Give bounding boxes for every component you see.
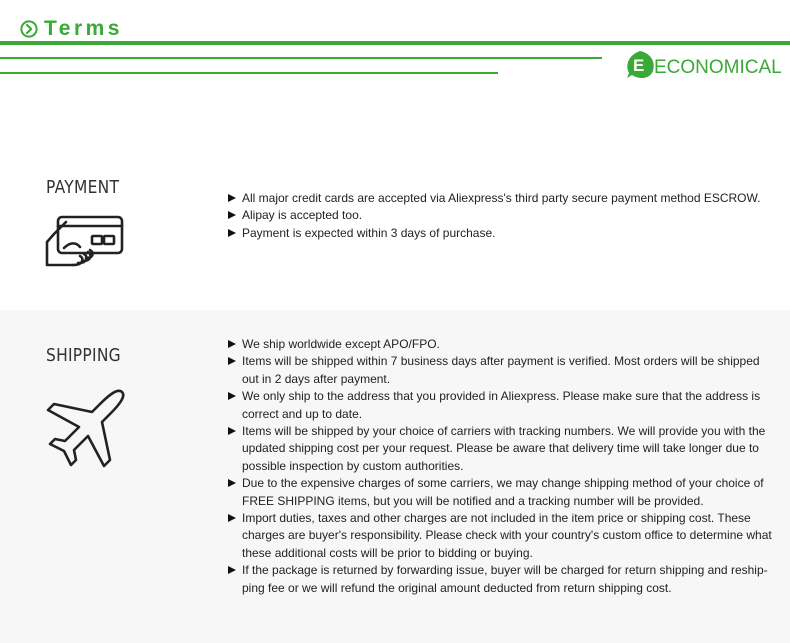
brand-logo: [623, 49, 782, 81]
list-item: Items will be shipped by your choice of carriers with tracking numbers. We will provide you with the updated shipping cost per your request. Please be aware that delivery time will take longer due to possible inspection by custom authorities.: [228, 423, 778, 475]
header-divider-tertiary: [0, 72, 498, 74]
list-item: All major credit cards are accepted via Aliexpress's third party secure payment method ESCROW.: [228, 190, 778, 207]
shipping-section: [0, 310, 790, 643]
chevron-circle-right-icon: [20, 20, 38, 38]
leaf-e-icon: [623, 49, 657, 81]
list-item: We ship worldwide except APO/FPO.: [228, 336, 778, 353]
brand-name: ECONOMICAL: [654, 57, 782, 78]
list-item: Due to the expensive charges of some carriers, we may change shipping method of your choice of FREE SHIPPING items, but you will be notified and a tracking number will be provided.: [228, 475, 778, 510]
payment-terms-list: [228, 190, 778, 242]
airplane-icon: [44, 388, 126, 468]
credit-card-hand-icon: [44, 214, 126, 270]
shipping-terms-list: [228, 336, 778, 597]
list-item: Payment is expected within 3 days of purchase.: [228, 225, 778, 242]
terms-heading: [20, 17, 123, 41]
page-title: Terms: [44, 17, 123, 40]
list-item: Import duties, taxes and other charges are not included in the item price or shipping cost. These charges are buyer's responsibility. Please check with your country's custom office to determine what these additional costs will be prior to bidding or buying.: [228, 510, 778, 562]
shipping-title: SHIPPING: [46, 345, 121, 366]
payment-title: PAYMENT: [46, 177, 120, 198]
list-item: Items will be shipped within 7 business days after payment is verified. Most orders will be shipped out in 2 days after payment.: [228, 353, 778, 388]
header-divider-secondary: [0, 57, 602, 59]
svg-text:E: E: [633, 56, 645, 75]
list-item: If the package is returned by forwarding issue, buyer will be charged for return shipping and reship-ping fee or we will refund the original amount deducted from return shipping cost.: [228, 562, 778, 597]
header: [0, 0, 790, 80]
list-item: Alipay is accepted too.: [228, 207, 778, 224]
payment-section: [0, 160, 790, 306]
header-divider: [0, 41, 790, 45]
list-item: We only ship to the address that you provided in Aliexpress. Please make sure that the address is correct and up to date.: [228, 388, 778, 423]
